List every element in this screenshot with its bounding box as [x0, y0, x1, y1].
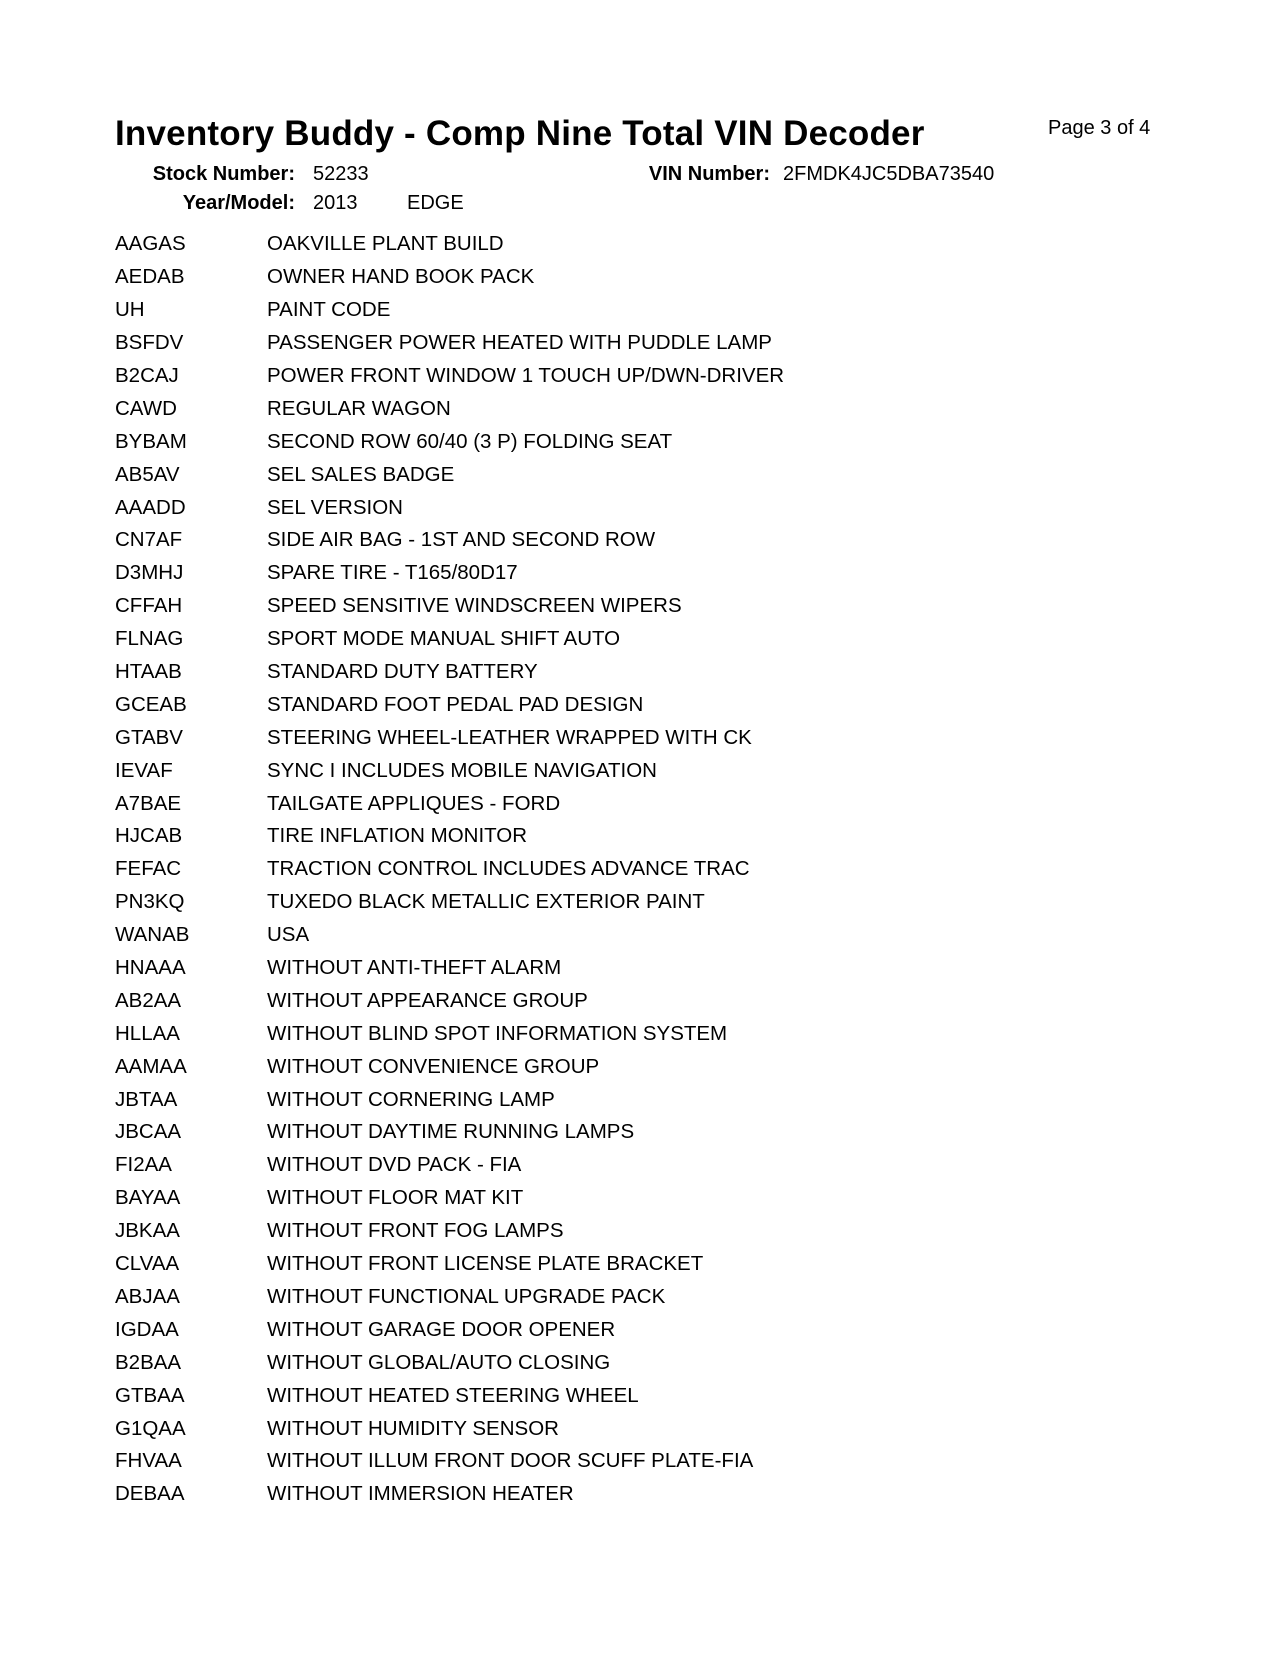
option-description: WITHOUT BLIND SPOT INFORMATION SYSTEM [267, 1021, 728, 1045]
option-code: AB5AV [115, 462, 180, 486]
option-description: WITHOUT CORNERING LAMP [267, 1087, 555, 1111]
option-code: AAGAS [115, 232, 186, 256]
option-row [115, 1445, 784, 1478]
option-code: CN7AF [115, 528, 183, 552]
option-description: SYNC I INCLUDES MOBILE NAVIGATION [267, 758, 657, 782]
option-code: HNAAA [115, 956, 186, 980]
option-code: JBCAA [115, 1120, 182, 1144]
option-description: WITHOUT HUMIDITY SENSOR [267, 1416, 559, 1440]
option-row [115, 590, 784, 623]
option-code: UH [115, 298, 145, 322]
option-row [115, 688, 784, 721]
option-row [115, 984, 784, 1017]
option-code: A7BAE [115, 791, 182, 815]
option-description: SEL SALES BADGE [267, 462, 455, 486]
option-description: PAINT CODE [267, 298, 391, 322]
option-code: B2CAJ [115, 364, 179, 387]
option-description: OAKVILLE PLANT BUILD [267, 232, 504, 256]
option-description: SPORT MODE MANUAL SHIFT AUTO [267, 627, 621, 651]
option-description: SPARE TIRE - T165/80D17 [267, 561, 518, 585]
page-indicator: Page 3 of 4 [1048, 117, 1151, 139]
option-description: USA [267, 923, 310, 947]
option-row [115, 1050, 784, 1083]
option-description: WITHOUT ILLUM FRONT DOOR SCUFF PLATE-FIA [267, 1449, 754, 1473]
option-code: GTABV [115, 725, 183, 749]
option-description: SPEED SENSITIVE WINDSCREEN WIPERS [267, 594, 682, 618]
option-description: WITHOUT APPEARANCE GROUP [267, 988, 588, 1012]
option-description: STEERING WHEEL-LEATHER WRAPPED WITH CK [267, 725, 752, 749]
option-description: TUXEDO BLACK METALLIC EXTERIOR PAINT [267, 890, 705, 914]
option-row [115, 491, 784, 524]
option-code: GTBAA [115, 1383, 185, 1407]
option-row [115, 360, 784, 393]
option-description: SIDE AIR BAG - 1ST AND SECOND ROW [267, 528, 656, 552]
option-description: WITHOUT FRONT LICENSE PLATE BRACKET [267, 1252, 704, 1276]
option-code: AAADD [115, 495, 186, 519]
option-row [115, 1281, 784, 1314]
option-code: AAMAA [115, 1054, 187, 1078]
option-code: ABJAA [115, 1284, 180, 1308]
option-code: AEDAB [115, 265, 185, 289]
option-description: REGULAR WAGON [267, 396, 451, 420]
year-model-label: Year/Model: [182, 192, 295, 214]
stock-number-label: Stock Number: [152, 163, 295, 185]
option-row [115, 1215, 784, 1248]
option-row [115, 919, 784, 952]
option-description: WITHOUT HEATED STEERING WHEEL [267, 1383, 639, 1407]
option-description: WITHOUT FLOOR MAT KIT [267, 1186, 524, 1210]
option-description: TAILGATE APPLIQUES - FORD [267, 791, 561, 815]
option-code: B2BAA [115, 1350, 182, 1374]
option-row [115, 952, 784, 985]
option-row [115, 1478, 784, 1511]
option-code: FEFAC [115, 857, 182, 881]
option-code: DEBAA [115, 1482, 185, 1506]
option-code-list [115, 228, 784, 1511]
option-row [115, 425, 784, 458]
option-row [115, 754, 784, 787]
option-row [115, 458, 784, 491]
option-row [115, 228, 784, 261]
option-row [115, 261, 784, 294]
option-description: WITHOUT ANTI-THEFT ALARM [267, 956, 562, 980]
option-description: WITHOUT FRONT FOG LAMPS [267, 1219, 564, 1243]
option-row [115, 1346, 784, 1379]
option-row [115, 1116, 784, 1149]
option-code: HLLAA [115, 1021, 180, 1045]
option-description: TIRE INFLATION MONITOR [267, 824, 528, 848]
option-row [115, 656, 784, 689]
option-row [115, 557, 784, 590]
option-row [115, 327, 784, 360]
option-row [115, 1313, 784, 1346]
option-code: HTAAB [115, 660, 182, 684]
stock-number-value: 52233 [313, 163, 369, 185]
option-code: PN3KQ [115, 890, 185, 914]
option-description: WITHOUT DAYTIME RUNNING LAMPS [267, 1120, 635, 1144]
option-description: SECOND ROW 60/40 (3 P) FOLDING SEAT [267, 429, 673, 453]
option-row [115, 1182, 784, 1215]
option-description: STANDARD DUTY BATTERY [267, 660, 538, 684]
option-description: STANDARD FOOT PEDAL PAD DESIGN [267, 692, 644, 716]
option-row [115, 820, 784, 853]
vin-number-value: 2FMDK4JC5DBA73540 [783, 163, 995, 185]
option-description: TRACTION CONTROL INCLUDES ADVANCE TRAC [267, 857, 750, 881]
option-row [115, 623, 784, 656]
option-code: BAYAA [115, 1186, 181, 1210]
option-row [115, 721, 784, 754]
option-code: AB2AA [115, 988, 182, 1012]
option-row [115, 1412, 784, 1445]
option-row [115, 392, 784, 425]
option-row [115, 1379, 784, 1412]
option-description: WITHOUT GLOBAL/AUTO CLOSING [267, 1350, 611, 1374]
option-row [115, 294, 784, 327]
option-code: CLVAA [115, 1252, 180, 1276]
option-description: PASSENGER POWER HEATED WITH PUDDLE LAMP [267, 331, 772, 355]
option-code: JBTAA [115, 1087, 178, 1111]
option-row [115, 1083, 784, 1116]
option-description: OWNER HAND BOOK PACK [267, 265, 535, 289]
option-row [115, 787, 784, 820]
option-code: IGDAA [115, 1317, 179, 1341]
option-description: WITHOUT CONVENIENCE GROUP [267, 1054, 600, 1078]
option-code: CAWD [115, 396, 177, 420]
model-name-value: EDGE [407, 192, 464, 214]
option-code: G1QAA [115, 1416, 186, 1440]
option-row [115, 524, 784, 557]
model-year-value: 2013 [313, 192, 358, 214]
option-code: JBKAA [115, 1219, 180, 1243]
option-code: BYBAM [115, 429, 187, 453]
option-row [115, 1017, 784, 1050]
option-code: GCEAB [115, 692, 187, 716]
option-code: BSFDV [115, 331, 184, 355]
option-code: FHVAA [115, 1449, 182, 1473]
vin-number-label: VIN Number: [648, 163, 770, 185]
option-description: WITHOUT FUNCTIONAL UPGRADE PACK [267, 1284, 666, 1308]
option-description: SEL VERSION [267, 495, 403, 519]
option-code: CFFAH [115, 594, 183, 618]
option-row [115, 853, 784, 886]
option-code: FI2AA [115, 1153, 172, 1177]
option-row [115, 886, 784, 919]
option-code: IEVAF [115, 758, 173, 782]
option-description: WITHOUT GARAGE DOOR OPENER [267, 1317, 616, 1341]
option-description: POWER FRONT WINDOW 1 TOUCH UP/DWN-DRIVER [267, 364, 785, 387]
document-title: Inventory Buddy - Comp Nine Total VIN Decoder [115, 114, 925, 153]
option-description: WITHOUT IMMERSION HEATER [267, 1482, 574, 1506]
option-code: D3MHJ [115, 561, 184, 585]
option-row [115, 1248, 784, 1281]
option-code: HJCAB [115, 824, 183, 848]
option-code: FLNAG [115, 627, 184, 651]
option-description: WITHOUT DVD PACK - FIA [267, 1153, 522, 1177]
option-code: WANAB [115, 923, 190, 947]
option-row [115, 1149, 784, 1182]
